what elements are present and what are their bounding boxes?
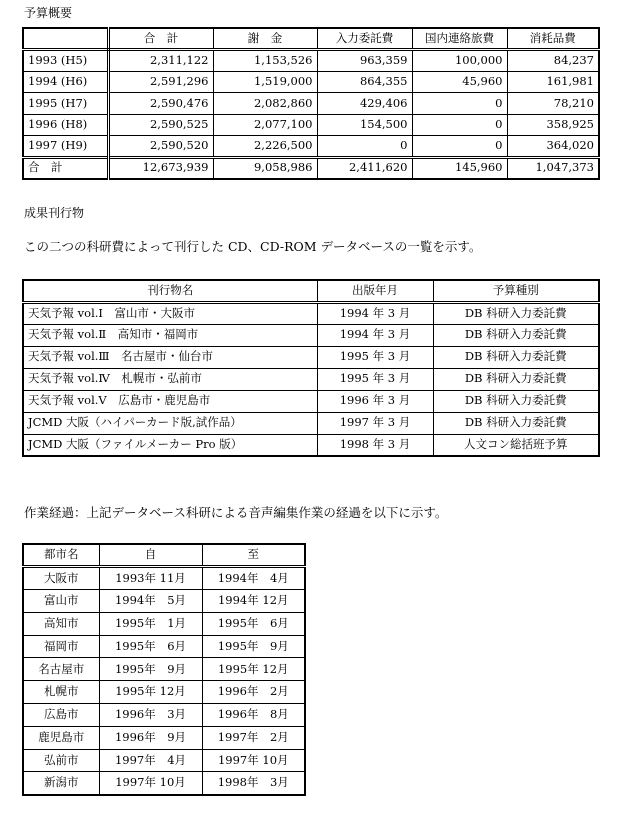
budget-header-row: [23, 28, 599, 50]
publication-date: 1995 年 3 月: [317, 368, 433, 390]
publication-title: 天気予報 vol.Ⅱ 高知市・福岡市: [23, 324, 317, 346]
work-progress-table: [22, 543, 306, 796]
budget-header-cell: 合 計: [108, 28, 213, 50]
budget-year-cell: 1994 (H6): [23, 71, 108, 93]
budget-cell: 2,082,860: [213, 93, 317, 115]
work-city: 富山市: [23, 590, 99, 613]
work-end: 1997年 10月: [202, 749, 305, 772]
budget-row: [23, 136, 599, 158]
budget-year-cell: 1997 (H9): [23, 136, 108, 158]
work-start: 1995年 6月: [99, 635, 202, 658]
publication-date: 1994 年 3 月: [317, 302, 433, 324]
publication-budget-type: DB 科研入力委託費: [433, 390, 599, 412]
budget-total-row: [23, 157, 599, 179]
work-description: 作業経過：上記データベース科研による音声編集作業の経過を以下に示す。: [24, 505, 448, 520]
work-end: 1998年 3月: [202, 772, 305, 795]
work-city: 福岡市: [23, 635, 99, 658]
publications-description: この二つの科研費によって刊行した CD、CD-ROM データベースの一覧を示す。: [24, 239, 482, 254]
publication-budget-type: DB 科研入力委託費: [433, 368, 599, 390]
budget-cell: 2,226,500: [213, 136, 317, 158]
budget-row: [23, 50, 599, 72]
publication-row: [23, 302, 599, 324]
budget-year-cell: 1995 (H7): [23, 93, 108, 115]
work-city: 名古屋市: [23, 658, 99, 681]
publication-budget-type: DB 科研入力委託費: [433, 324, 599, 346]
publications-header-cell: 予算種別: [433, 280, 599, 302]
budget-cell: 2,077,100: [213, 114, 317, 136]
work-end: 1997年 2月: [202, 726, 305, 749]
publication-row: [23, 346, 599, 368]
work-start: 1997年 10月: [99, 772, 202, 795]
budget-cell: 2,311,122: [108, 50, 213, 72]
budget-row: [23, 71, 599, 93]
budget-header-cell: 謝 金: [213, 28, 317, 50]
budget-year-cell: 1996 (H8): [23, 114, 108, 136]
budget-title: 予算概要: [24, 6, 73, 20]
budget-cell: 2,590,476: [108, 93, 213, 115]
budget-total-cell: 9,058,986: [213, 157, 317, 179]
publication-title: JCMD 大阪（ファイルメーカー Pro 版）: [23, 434, 317, 456]
publication-title: 天気予報 vol.Ⅰ 富山市・大阪市: [23, 302, 317, 324]
work-header-cell: 至: [202, 544, 305, 567]
work-city: 新潟市: [23, 772, 99, 795]
budget-table: [22, 27, 600, 180]
work-row: [23, 772, 305, 795]
publication-date: 1995 年 3 月: [317, 346, 433, 368]
work-row: [23, 567, 305, 590]
work-end: 1995年 6月: [202, 612, 305, 635]
budget-header-cell: 消耗品費: [507, 28, 599, 50]
budget-header-cell: 国内連絡旅費: [412, 28, 507, 50]
budget-cell: 2,591,296: [108, 71, 213, 93]
budget-row: [23, 114, 599, 136]
work-start: 1996年 9月: [99, 726, 202, 749]
work-row: [23, 635, 305, 658]
publication-row: [23, 412, 599, 434]
publication-budget-type: DB 科研入力委託費: [433, 302, 599, 324]
publication-title: 天気予報 vol.Ⅲ 名古屋市・仙台市: [23, 346, 317, 368]
work-city: 高知市: [23, 612, 99, 635]
work-city: 弘前市: [23, 749, 99, 772]
work-row: [23, 658, 305, 681]
budget-cell: 0: [412, 114, 507, 136]
work-city: 札幌市: [23, 681, 99, 704]
work-row: [23, 612, 305, 635]
work-end: 1996年 8月: [202, 704, 305, 727]
budget-row: [23, 93, 599, 115]
publication-date: 1997 年 3 月: [317, 412, 433, 434]
work-end: 1994年 12月: [202, 590, 305, 613]
work-city: 大阪市: [23, 567, 99, 590]
budget-cell: 1,153,526: [213, 50, 317, 72]
publication-title: JCMD 大阪（ハイパーカード版,試作品）: [23, 412, 317, 434]
budget-cell: 963,359: [317, 50, 412, 72]
work-start: 1996年 3月: [99, 704, 202, 727]
budget-cell: 0: [412, 136, 507, 158]
budget-cell: 429,406: [317, 93, 412, 115]
budget-total-cell: 12,673,939: [108, 157, 213, 179]
work-header-cell: 都市名: [23, 544, 99, 567]
work-start: 1997年 4月: [99, 749, 202, 772]
work-header-row: [23, 544, 305, 567]
work-start: 1995年 12月: [99, 681, 202, 704]
budget-cell: 78,210: [507, 93, 599, 115]
budget-total-label: 合 計: [23, 157, 108, 179]
budget-cell: 0: [317, 136, 412, 158]
publication-title: 天気予報 vol.Ⅴ 広島市・鹿児島市: [23, 390, 317, 412]
publication-date: 1994 年 3 月: [317, 324, 433, 346]
budget-year-cell: 1993 (H5): [23, 50, 108, 72]
work-end: 1994年 4月: [202, 567, 305, 590]
budget-cell: 358,925: [507, 114, 599, 136]
work-end: 1995年 9月: [202, 635, 305, 658]
work-city: 広島市: [23, 704, 99, 727]
publications-title: 成果刊行物: [24, 206, 85, 220]
publication-date: 1998 年 3 月: [317, 434, 433, 456]
publication-budget-type: 人文コン総括班予算: [433, 434, 599, 456]
work-row: [23, 704, 305, 727]
publication-row: [23, 368, 599, 390]
budget-header-cell: 入力委託費: [317, 28, 412, 50]
publications-header-row: [23, 280, 599, 302]
publication-budget-type: DB 科研入力委託費: [433, 412, 599, 434]
publication-title: 天気予報 vol.Ⅳ 札幌市・弘前市: [23, 368, 317, 390]
budget-cell: 100,000: [412, 50, 507, 72]
work-start: 1993年 11月: [99, 567, 202, 590]
publications-header-cell: 出版年月: [317, 280, 433, 302]
budget-cell: 2,590,520: [108, 136, 213, 158]
budget-total-cell: 2,411,620: [317, 157, 412, 179]
work-start: 1995年 1月: [99, 612, 202, 635]
work-end: 1995年 12月: [202, 658, 305, 681]
work-row: [23, 726, 305, 749]
budget-cell: 154,500: [317, 114, 412, 136]
budget-cell: 45,960: [412, 71, 507, 93]
budget-cell: 161,981: [507, 71, 599, 93]
publication-date: 1996 年 3 月: [317, 390, 433, 412]
publication-row: [23, 390, 599, 412]
work-row: [23, 681, 305, 704]
work-header-cell: 自: [99, 544, 202, 567]
publications-table: [22, 279, 600, 457]
budget-total-cell: 1,047,373: [507, 157, 599, 179]
budget-cell: 84,237: [507, 50, 599, 72]
budget-header-cell: [23, 28, 108, 50]
budget-cell: 864,355: [317, 71, 412, 93]
work-city: 鹿児島市: [23, 726, 99, 749]
budget-cell: 0: [412, 93, 507, 115]
budget-total-cell: 145,960: [412, 157, 507, 179]
publication-row: [23, 324, 599, 346]
budget-cell: 1,519,000: [213, 71, 317, 93]
publication-row: [23, 434, 599, 456]
work-start: 1995年 9月: [99, 658, 202, 681]
publications-header-cell: 刊行物名: [23, 280, 317, 302]
budget-cell: 364,020: [507, 136, 599, 158]
work-row: [23, 590, 305, 613]
work-end: 1996年 2月: [202, 681, 305, 704]
budget-cell: 2,590,525: [108, 114, 213, 136]
work-row: [23, 749, 305, 772]
publication-budget-type: DB 科研入力委託費: [433, 346, 599, 368]
work-start: 1994年 5月: [99, 590, 202, 613]
